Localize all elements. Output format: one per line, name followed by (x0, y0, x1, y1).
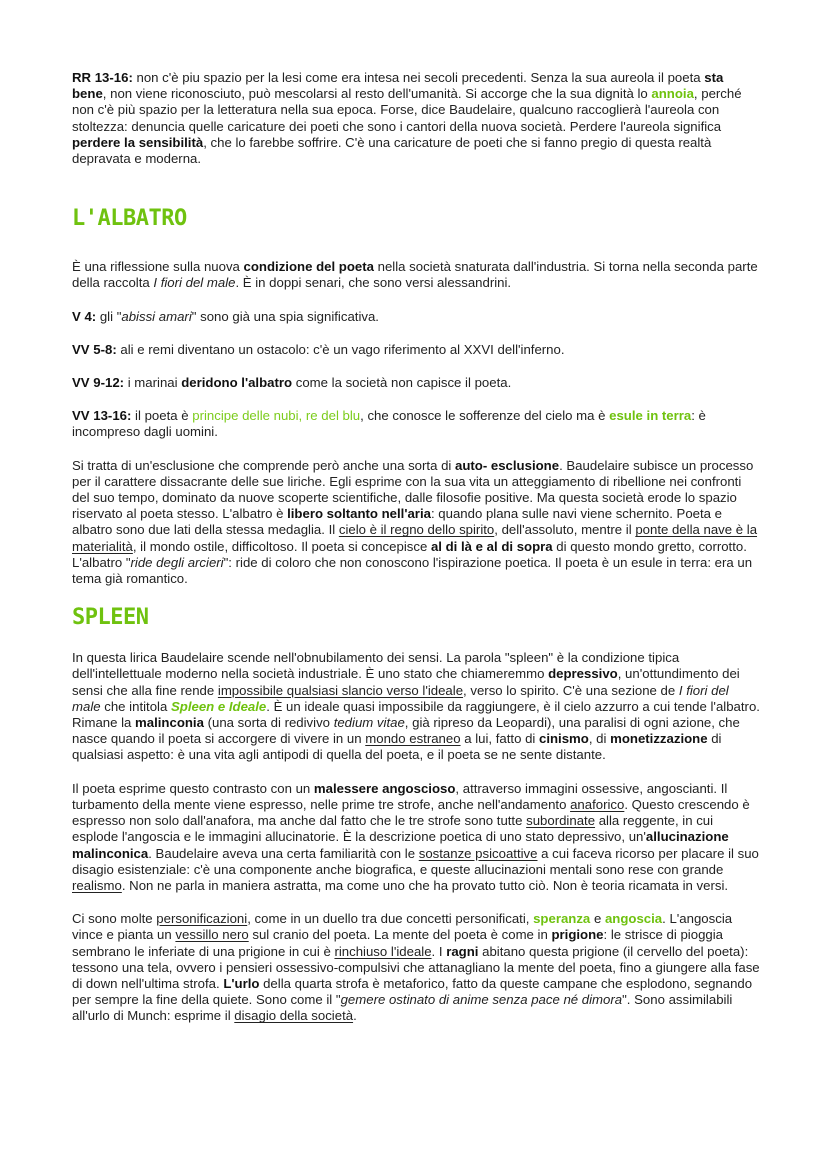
underlined-term: disagio della società (234, 1008, 354, 1024)
text-run: . Baudelaire aveva una certa familiarità con le (148, 845, 419, 861)
text-run: . È un ideale quasi impossibile da raggiungere, è il cielo azzurro a cui tende l'albatro. Rimane la (72, 698, 760, 731)
bold-term: auto- esclusione (455, 457, 560, 473)
text-run: , dell'assoluto, mentre il (494, 522, 636, 538)
italic-title: I fiori del male (72, 682, 729, 714)
bold-term: prigione (551, 927, 604, 943)
text-run: : le strisce di pioggia sembrano le inferiate di una prigione in cui è (72, 927, 723, 959)
text-run: , un'ottundimento dei sensi che alla fine rende (72, 666, 740, 698)
text-run: . Baudelaire subisce un processo per il carattere dissacrante delle sue liriche. Egli esprime con la sua vita un atteggiamento di ribellione nei confronti del suo tempo, dominato da nuove scoperte scientifiche, dalle filosofie positive. Ma questa società erode lo spazio riservato al poeta stesso. L'albatro è (72, 457, 754, 522)
text-run: , verso lo spirito. C'è una sezione de (463, 682, 679, 698)
heading-spleen: SPLEEN (72, 605, 149, 631)
text-run: Si tratta di un'esclusione che comprende però anche una sorta di (72, 457, 455, 473)
underlined-term: rinchiuso l'ideale (334, 943, 432, 959)
italic-quote: gemere ostinato di anime senza pace né dimora (340, 992, 623, 1008)
text-run: (una sorta di redivivo (203, 715, 334, 731)
bold-term: malessere angoscioso (313, 780, 456, 796)
highlight-term: annoia (651, 86, 694, 102)
highlight-term: angoscia (604, 911, 663, 927)
bold-term: condizione del poeta (243, 259, 374, 275)
bold-term: allucinazione malinconica (72, 829, 729, 861)
underlined-term: impossibile qualsiasi slancio verso l'ideale (217, 682, 464, 698)
paragraph-esclusione (72, 458, 760, 588)
text-run: In questa lirica Baudelaire scende nell'obnubilamento dei sensi. La parola "spleen" è la condizione tipica dell'intellettuale moderno nella società industriale. È uno stato che chiameremmo (72, 650, 680, 682)
text-run: abitano questa prigione (il cervello del poeta): tessono una tela, ovvero i pensieri ossessivo-compulsivi che attanagliano la mente del poeta, fino a giungere alla fase di down nell'ultima strofa. (72, 943, 760, 991)
text-run: non c'è piu spazio per la lesi come era intesa nei secoli precedenti. Senza la sua aureola il poeta (132, 70, 705, 85)
text-run: ali e remi diventano un ostacolo: c'è un vago riferimento al XXVI dell'inferno. (116, 341, 565, 357)
text-run: . È in doppi senari, che sono versi alessandrini. (235, 275, 512, 291)
bold-term: malinconia (135, 715, 204, 731)
text-run: . Non ne parla in maniera astratta, ma come uno che ha provato tutto ciò. Non è teoria ricamata in versi. (121, 877, 729, 893)
document-page (72, 70, 760, 1042)
text-run: che intitola (100, 698, 171, 714)
underlined-term: realismo (72, 877, 122, 893)
text-run: di questo mondo gretto, corrotto. L'albatro " (72, 538, 747, 570)
bold-term: deridono l'albatro (181, 375, 293, 391)
highlight-term: esule in terra (609, 408, 692, 424)
italic-quote: abissi amari (121, 308, 192, 324)
text-run: . Questo crescendo è espresso non solo dall'anafora, ma anche dal fatto che le tre strofe sono tutte (72, 796, 750, 829)
text-run: . L'angoscia vince e pianta un (72, 911, 733, 943)
bold-term: depressivo (548, 666, 618, 682)
text-run: : quando plana sulle navi viene schernito. Poeta e albatro sono due lati della stessa medaglia. Il (72, 506, 723, 538)
italic-title: I fiori del male (153, 275, 236, 291)
text-run: a lui, fatto di (460, 731, 539, 747)
text-run: , il mondo ostile, difficoltoso. Il poeta si concepisce (132, 538, 431, 554)
verse-label: VV 5-8: (72, 341, 117, 357)
text-run: : è incompreso dagli uomini. (72, 408, 706, 440)
text-run: , attraverso immagini ossessive, angoscianti. Il turbamento della mente viene espresso, nelle prime tre strofe, anche nell'andamento (72, 780, 728, 812)
bold-term: ragni (446, 943, 479, 959)
text-run: di qualsiasi aspetto: è una vita agli antipodi di quella del poeta, e il poeta se ne sente distante. (72, 731, 722, 763)
highlight-title (171, 699, 266, 714)
text-run: e (590, 911, 605, 927)
paragraph-vv13-16 (72, 408, 760, 440)
text-run: ". Sono assimilabili all'urlo di Munch: esprime il (72, 992, 733, 1024)
text-run: a cui faceva ricorso per placare il suo disagio esistenziale: c'è una componente anche biografica, e queste allucinazioni mentali sono rese con grande (72, 845, 759, 877)
bold-term: L'urlo (223, 975, 260, 991)
highlight-term: speranza (533, 911, 591, 927)
underlined-term: sostanze psicoattive (418, 845, 538, 861)
text-run: È una riflessione sulla nuova (72, 259, 244, 275)
text-run: sul cranio del poeta. La mente del poeta è come in (248, 927, 552, 943)
verse-label: VV 9-12: (72, 375, 125, 391)
text-run: Il poeta esprime questo contrasto con un (72, 780, 314, 796)
paragraph-vv5-8 (72, 342, 760, 358)
paragraph-personificazioni (72, 911, 760, 1024)
underlined-term: anaforico (570, 796, 625, 812)
text-run: gli " (96, 308, 122, 324)
underlined-term: ponte della nave è la materialità (72, 522, 758, 554)
text-run: il poeta è (131, 408, 193, 424)
paragraph-spleen-intro (72, 650, 760, 763)
text-run: ": ride di coloro che non conoscono l'ispirazione poetica. Il poeta è un esule in terra: era un tema già romantico. (72, 554, 753, 587)
underlined-term: subordinate (526, 813, 596, 829)
text-run: Ci sono molte (72, 911, 157, 927)
text-run: . I (431, 943, 447, 959)
underlined-term: mondo estraneo (365, 731, 461, 747)
bold-term: perdere la sensibilità (72, 134, 204, 150)
text-run: , perché non c'è più spazio per la letteratura nella sua epoca. Forse, dice Baudelaire, qualcuno raccoglierà l'aureola con stoltezza: denuncia quelle caricature dei poeti che sono i cantori della nuova società. Perdere l'aureola significa (72, 86, 742, 134)
underlined-term: cielo è il regno dello spirito (338, 522, 495, 538)
text-run: della quarta strofa è metaforico, fatto da queste campane che esplodono, segnando per sempre la fine della quiete. Sono come il " (72, 975, 753, 1008)
bold-term: monetizzazione (610, 731, 708, 747)
text-run: , di (588, 731, 611, 747)
paragraph-rr-13-16 (72, 70, 760, 167)
bold-term: al di là e al di sopra (430, 538, 553, 554)
text-run: , che conosce le sofferenze del cielo ma è (360, 408, 610, 424)
text-run: alla reggente, in cui esplode l'angoscia e le immagini allucinatorie. È la descrizione poetica di uno stato depressivo, un' (72, 813, 714, 845)
bold-term: libero soltanto nell'aria (287, 506, 431, 522)
text-run: . (353, 1008, 357, 1024)
italic-term: tedium vitae (333, 715, 405, 731)
highlight-text: principe delle nubi, re del blu (192, 408, 361, 424)
italic-highlight: Spleen e Ideale (170, 698, 267, 714)
verse-label: V 4: (72, 308, 97, 324)
underlined-term: personificazioni (156, 911, 248, 927)
underlined-term: vessillo nero (175, 927, 249, 943)
italic-quote: ride degli arcieri (130, 554, 224, 570)
paragraph-vv9-12 (72, 375, 760, 391)
paragraph-albatro-intro (72, 259, 760, 291)
text-run: nella società snaturata dall'industria. Si torna nella seconda parte della raccolta (72, 259, 758, 291)
text-run: " sono già una spia significativa. (191, 308, 379, 324)
verse-label: RR 13-16: (72, 70, 133, 85)
text-run: i marinai (124, 375, 182, 391)
paragraph-malessere (72, 781, 760, 894)
bold-term: sta bene (72, 70, 724, 102)
text-run: , che lo farebbe soffrire. C'è una caricature de poeti che si fanno pregio di questa realtà depravata e moderna. (72, 134, 712, 167)
heading-albatro: L'ALBATRO (72, 206, 187, 232)
text-run: , già ripreso da Leopardi), una paralisi di ogni azione, che nasce quando il poeta si accorgere di vivere in un (72, 715, 740, 747)
text-run: come la società non capisce il poeta. (292, 375, 512, 391)
bold-term: cinismo (539, 731, 589, 747)
paragraph-v4 (72, 309, 760, 325)
text-run: , come in un duello tra due concetti personificati, (247, 911, 534, 927)
verse-label: VV 13-16: (72, 408, 132, 424)
text-run: , non viene riconosciuto, può mescolarsi al resto dell'umanità. Si accorge che la sua dignità lo (102, 86, 652, 102)
